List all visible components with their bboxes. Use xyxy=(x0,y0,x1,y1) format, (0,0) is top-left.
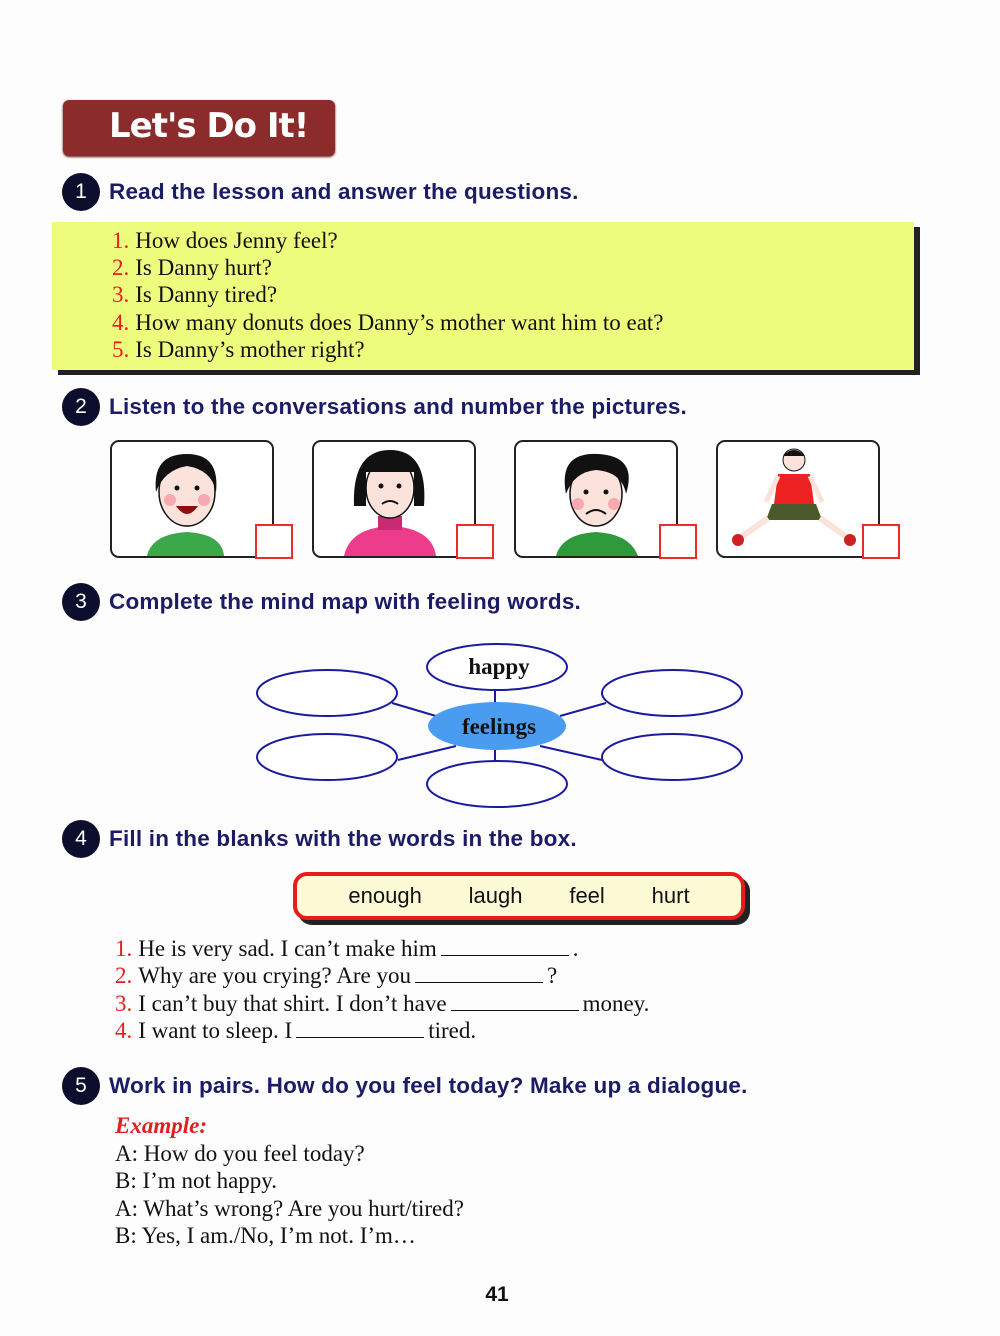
dialogue-line: B: Yes, I am./No, I’m not. I’m… xyxy=(115,1223,416,1248)
fill-sentence: 1. He is very sad. I can’t make him . xyxy=(115,936,579,961)
word: enough xyxy=(348,883,422,908)
section-title: Work in pairs. How do you feel today? Make up a dialogue. xyxy=(109,1073,748,1098)
example-label: Example: xyxy=(115,1113,207,1138)
dialogue-line: A: What’s wrong? Are you hurt/tired? xyxy=(115,1196,464,1221)
number-box[interactable] xyxy=(456,524,494,559)
section-title: Complete the mind map with feeling words. xyxy=(109,589,581,614)
picture-sitting-boy xyxy=(716,440,880,558)
dialogue-line: B: I’m not happy. xyxy=(115,1168,278,1193)
section-1-heading xyxy=(62,172,579,212)
blank-field[interactable] xyxy=(451,992,579,1011)
question: 1. How does Jenny feel? xyxy=(112,228,338,253)
fill-sentence: 2. Why are you crying? Are you ? xyxy=(115,963,558,988)
section-number: 1 xyxy=(62,173,100,211)
page-number: 41 xyxy=(485,1283,509,1306)
section-title: Read the lesson and answer the questions. xyxy=(109,179,579,204)
fill-sentence: 4. I want to sleep. I tired. xyxy=(115,1018,477,1043)
section-number: 3 xyxy=(62,583,100,621)
mind-node-happy: happy xyxy=(468,654,530,679)
dialogue-line: A: How do you feel today? xyxy=(115,1141,365,1166)
section-number: 2 xyxy=(62,388,100,426)
picture-upset-boy xyxy=(514,440,678,558)
blank-field[interactable] xyxy=(415,964,543,983)
mind-node-right-bottom xyxy=(602,734,742,780)
mind-center-label: feelings xyxy=(461,714,537,739)
fill-sentence: 3. I can’t buy that shirt. I don’t have money. xyxy=(115,991,650,1016)
mind-node-right-top xyxy=(602,670,742,716)
question: 4. How many donuts does Danny’s mother want him to eat? xyxy=(112,310,664,335)
section-5-heading xyxy=(62,1066,748,1106)
question: 3. Is Danny tired? xyxy=(112,282,278,307)
mind-node-bottom xyxy=(427,761,567,807)
word: laugh xyxy=(468,883,523,908)
section-2-heading xyxy=(62,387,687,427)
blank-field[interactable] xyxy=(441,937,569,956)
word: feel xyxy=(569,883,605,908)
section-banner xyxy=(63,100,335,156)
questions-box xyxy=(52,222,914,370)
section-4-heading xyxy=(62,819,577,859)
mind-map xyxy=(250,640,750,815)
question: 2. Is Danny hurt? xyxy=(112,255,272,280)
number-box[interactable] xyxy=(659,524,697,559)
picture-sad-girl xyxy=(312,440,476,558)
number-box[interactable] xyxy=(255,524,293,559)
mind-node-left-top xyxy=(257,670,397,716)
banner-title: Let's Do It! xyxy=(109,106,309,146)
number-box[interactable] xyxy=(862,524,900,559)
word-box xyxy=(293,872,745,920)
section-title: Listen to the conversations and number the pictures. xyxy=(109,394,687,419)
question: 5. Is Danny’s mother right? xyxy=(112,337,365,362)
mind-node-left-bottom xyxy=(257,734,397,780)
blank-field[interactable] xyxy=(296,1019,424,1038)
section-number: 5 xyxy=(62,1067,100,1105)
word: hurt xyxy=(651,883,690,908)
picture-smiling-girl xyxy=(110,440,274,558)
section-3-heading xyxy=(62,582,581,622)
section-title: Fill in the blanks with the words in the box. xyxy=(109,826,577,851)
section-number: 4 xyxy=(62,820,100,858)
